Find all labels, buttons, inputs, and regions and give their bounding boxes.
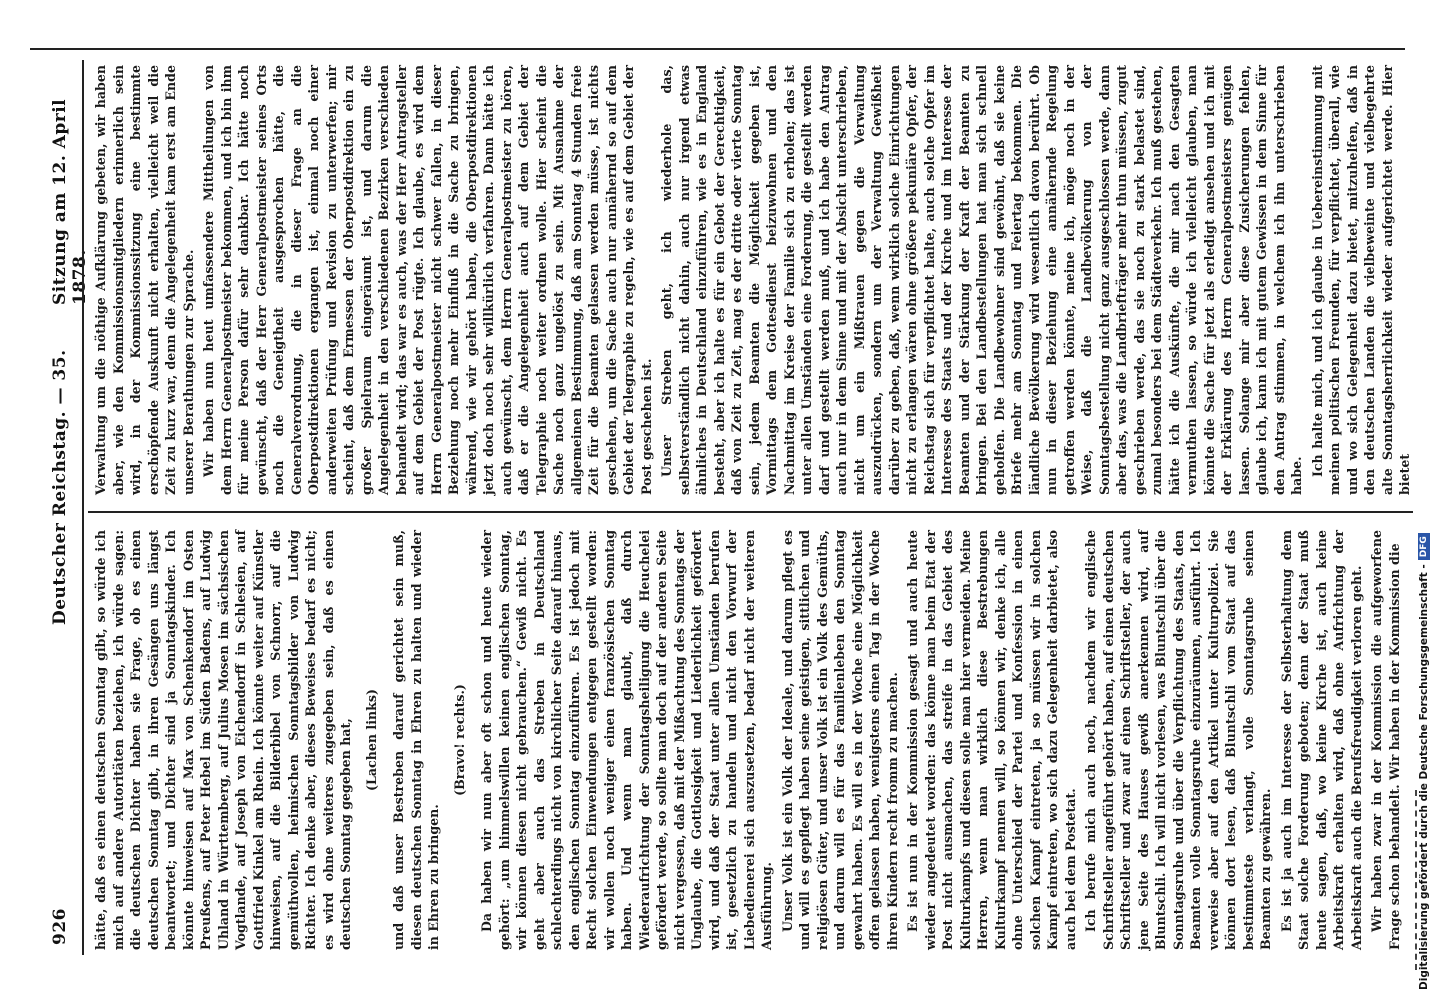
credit-text: Digitalisierung gefördert durch die Deutsche Forschungsgemeinschaft - [1418, 564, 1430, 990]
paragraph: Ich halte mich, und ich glaube in Uebereinstimmung mit meinen politischen Freunden, für verpflichtet, überall, wie und wo sich Gelegenheit dazu bietet, mitzuhelfen, daß in den deutschen Landen die vielbeweinte und vielbegehrte alte Sonntagsherrlichkeit wieder aufgerichtet werde. Hier bietet [1309, 65, 1412, 495]
paragraph: und daß unser Bestreben darauf gerichtet sein muß, diesen deutschen Sonntag in Ehren zu halten und wieder in Ehren zu bringen. [391, 530, 441, 950]
paragraph: hätte, daß es einen deutschen Sonntag gibt, so würde ich mich auf andere Autoritäten beziehen, ich würde sagen: die deutschen Dichter haben sie Frage, ob es einen deutschen Sonntag gibt, in ihren Gesängen uns längst beantwortet; und Dichter sind ja Sonntagskinder. Ich könnte hinweisen auf Max von Schenkendorf im Osten Preußens, auf Peter Hebel im Süden Badens, auf Ludwig Uhland in Württemberg, auf Julius Mosen im sächsischen Vogtlande, auf Joseph von Eichendorff in Schlesien, auf Gottfried Kinkel am Rhein. Ich könnte weiter auf Künstler hinweisen, auf die Bilderbibel von Schnorr, auf die gemüthvollen, heimischen Sonntagsbilder von Ludwig Richter. Ich denke aber, dieses Beweises bedarf es nicht; es wird ohne weiteres zugegeben sein, daß es einen deutschen Sonntag gegeben hat, [93, 530, 353, 950]
paragraph: Da haben wir nun aber oft schon und heute wieder gehört: „um himmelswillen keinen englischen Sonntag, wir können diesen nicht gebrauchen.“ Gewiß nicht. Es geht aber auch das Streben in Deutschland schlechterdings nicht von kirchlicher Seite darauf hinaus, den englischen Sonntag einzuführen. Es ist jedoch mit Recht solchen Einwendungen entgegen gestellt worden: wir wollen noch weniger einen französischen Sonntag haben. Und wenn man glaubt, daß durch Wiederaufrichtung der Sonntagsheiligung die Heuchelei gefördert werde, so sollte man doch auf der anderen Seite nicht vergessen, daß mit der Mißachtung des Sonntags der Unglaube, die Gottlosigkeit und Liederlichkeit gefördert wird, und daß der Staat unter allen Umständen berufen ist, gesetzlich zu handeln und nicht den Vorwurf der Liebedienerei sich auszusetzen, bedarf nicht der weiteren Ausführung. [479, 530, 774, 950]
paragraph: Wir haben zwar in der Kommission die aufgeworfene Frage schon behandelt. Wir haben in der Kommission die [1369, 530, 1402, 950]
interjection: (Bravo! rechts.) [451, 684, 467, 796]
page-header [48, 70, 90, 955]
column-divider [88, 511, 1413, 513]
digitization-credit [1418, 533, 1430, 990]
paragraph: Wir haben nun heut umfassendere Mittheilungen von dem Herrn Generalpostmeister bekommen, und ich bin ihm für meine Person dafür sehr dankbar. Ich hätte noch gewünscht, daß der Herr Generalpostmeister seines Orts noch die Geneigtheit ausgesprochen hätte, die Generalverordnung, die in dieser Frage an die Oberpostdirektionen ergangen ist, einmal noch einer anderweiten Prüfung und Revision zu unterwerfen; mir scheint, daß dem Ermessen der Oberpostdirektion ein zu großer Spielraum eingeräumt ist, und darum die Angelegenheit in den verschiedenen Bezirken verschieden behandelt wird; das war es auch, was der Herr Antragsteller auf dem Gebiet der Post rügte. Ich glaube, es wird dem Herrn Generalpostmeister nicht schwer fallen, in dieser Beziehung noch mehr Einfluß in die Sache zu bringen, während, wie wir gehört haben, die Oberpostdirektionen jetzt doch noch sehr willkürlich verfahren. Dann hätte ich auch gewünscht, dem Herrn Generalpostmeister zu hören, daß er die Angelegenheit auch auf dem Gebiet der Telegraphie noch weiter ordnen wolle. Hier scheint die Sache noch ganz ungelöst zu sein. Mit Ausnahme der allgemeinen Bestimmung, daß am Sonntag 4 Stunden freie Zeit für die Beamten gelassen werden müsse, ist nichts geschehen, um die Sache auch nur annähernd so auf dem Gebiet der Telegraphie zu regeln, wie es auf dem Gebiet der Post geschehen ist. [201, 65, 654, 495]
dfg-logo: DFG [1418, 533, 1430, 560]
left-column [92, 530, 1402, 950]
right-column [92, 65, 1412, 495]
paragraph: Verwaltung um die nöthige Aufklärung gebeten, wir haben aber, wie den Kommissionsmitgliedern erinnerlich sein wird, in der Kommissionssitzung eine bestimmte erschöpfende Auskunft nicht erhalten, vielleicht weil die Zeit zu kurz war, denn die Angelegenheit kam erst am Ende unserer Berathungen zur Sprache. [93, 65, 196, 495]
paragraph: Unser Streben geht, ich wiederhole das, selbstverständlich nicht dahin, auch nur irgend etwas ähnliches in Deutschland einzuführen, wie es in England besteht, aber ich halte es für ein Gebot der Gerechtigkeit, daß von Zeit zu Zeit, mag es der dritte oder vierte Sonntag sein, jedem Beamten die Möglichkeit gegeben ist, Vormittags dem Gottesdienst beizuwohnen und den Nachmittag im Kreise der Familie sich zu erholen; das ist unter allen Umständen eine Forderung, die gestellt werden darf und gestellt werden muß, und ich habe den Antrag auch nur in dem Sinne und mit der Absicht unterschrieben, nicht um ein Mißtrauen gegen die Verwaltung auszudrücken, sondern um der Verwaltung Gewißheit darüber zu geben, daß, wenn wirklich solche Einrichtungen nicht zu erlangen wären ohne größere pekuniäre Opfer, der Reichstag sich für verpflichtet halte, auch solche Opfer im Interesse des Staats und der Kirche und im Interesse der Beamten und der Stärkung der Kraft der Beamten zu bringen. Bei den Landbestellungen hat man sich schnell geholfen. Die Landbewohner sind gewöhnt, daß sie keine Briefe mehr am Sonntag und Feiertag bekommen. Die ländliche Bevölkerung wird wesentlich davon berührt. Ob nun in dieser Beziehung eine annähernde Regelung getroffen werden könnte, meine ich, möge noch in der Weise, daß die Landbevölkerung von der Sonntagsbestellung nicht ganz ausgeschlossen werde, dann aber das, was die Landbriefträger mehr thun müssen, zugut geschrieben werde, das sie noch zu stark belastet sind, zumal besonders bei dem Städteverkehr. Ich muß gestehen, hätte ich die Auskünfte, die mir nach den Gesagten vermuthen lassen, so würde ich vielleicht glauben, man könnte die Sache für jetzt als erledigt ansehen und ich mit der Erklärung des Herrn Generalpostmeisters genügen lassen. Solange mir aber diese Zusicherungen fehlen, glaube ich, kann ich mit gutem Gewissen in dem Sinne für den Antrag stimmen, in welchem ich ihn unterschrieben habe. [659, 65, 1304, 495]
paragraph: Ich berufe mich auch noch, nachdem wir englische Schriftsteller angeführt gehört haben, auf einen deutschen Schriftsteller und zwar auf einen Schriftsteller, der auch jene Seite des Hauses gewiß anerkennen wird, auf Bluntschli. Ich will nicht vorlesen, was Bluntschli über die Sonntagsruhe und über die Verpflichtung des Staats, den Beamten volle Sonntagsruhe einzuräumen, ausführt. Ich verweise aber auf den Artikel unter Kulturpolizei. Sie können dort lesen, daß Bluntschli vom Staat auf das bestimmteste verlangt, volle Sonntagsruhe seinen Beamten zu gewähren. [1083, 530, 1273, 950]
session-date: Sitzung am 12. April 1878. [50, 98, 90, 305]
interjection: (Lachen links) [363, 689, 379, 791]
page-number: 926 [50, 908, 70, 945]
right-margin-rule [30, 48, 1405, 50]
bottom-rule [1415, 790, 1417, 970]
header-rule [82, 60, 84, 955]
paragraph: Es ist nun in der Kommission gesagt und auch heute wieder angedeutet worden: das könne man beim Etat der Post nicht ausmachen, das streife in das Gebiet des Kulturkampfs und diesen solle man hier vermeiden. Meine Herren, wenn man wirklich diese Bestrebungen Kulturkampf nennen will, so können wir, denke ich, alle ohne Unterschied der Partei und Konfession in einen solchen Kampf eintreten, ja so müssen wir in solchen Kampf eintreten, wo sich dazu Gelegenheit darbietet, also auch bei dem Postetat. [905, 530, 1078, 950]
paragraph: Es ist ja auch im Interesse der Selbsterhaltung dem Staat solche Forderung geboten; denn der Staat muß heute sagen, daß, wo keine Kirche ist, auch keine Arbeitskraft erhalten wird, daß ohne Aufrichtung der Arbeitskraft auch die Berufsfreudigkeit verloren geht. [1278, 530, 1364, 950]
publication-title: Deutscher Reichstag. — 35. [50, 349, 70, 625]
paragraph: Unser Volk ist ein Volk der Ideale, und darum pflegt es und will es gepflegt haben seine geistigen, sittlichen und religiösen Güter, und unser Volk ist ein Volk des Gemüths, und darum will es für das Familienleben den Sonntag gewahrt haben. Es will es in der Woche eine Möglichkeit offen gelassen haben, wenigstens einen Tag in der Woche ihren Kindern recht fromm zu machen. [779, 530, 900, 950]
